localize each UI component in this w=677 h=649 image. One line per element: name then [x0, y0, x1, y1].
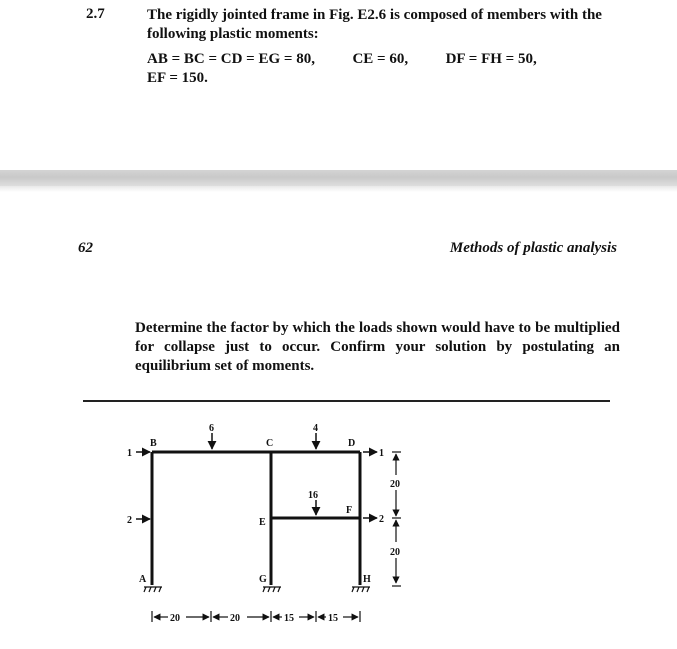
moments-group-b: CE = 60,: [352, 51, 409, 67]
hdim-1-label: 20: [170, 613, 180, 624]
load-label-4: 4: [313, 423, 318, 434]
problem-intro-line2: following plastic moments:: [147, 26, 319, 42]
hdim-4-label: 15: [328, 613, 338, 624]
load-label-16: 16: [308, 490, 318, 501]
running-head: Methods of plastic analysis: [449, 240, 617, 256]
hdim-2-label: 20: [230, 613, 240, 624]
joint-label-E: E: [259, 517, 266, 528]
moments-group-c: DF = FH = 50,: [445, 51, 537, 67]
load-label-F-side: 2: [379, 514, 384, 525]
vdim-upper-label: 20: [390, 479, 400, 490]
joint-label-H: H: [363, 574, 371, 585]
problem-intro-line1: The rigidly jointed frame in Fig. E2.6 is composed of members with the: [147, 7, 602, 23]
page-number: 62: [78, 240, 93, 256]
joint-label-G: G: [259, 574, 267, 585]
joint-label-A: A: [139, 574, 147, 585]
load-label-6: 6: [209, 423, 214, 434]
task-statement: Determine the factor by which the loads shown would have to be multiplied for collapse just to occur. Confirm your solution by postulating an equilibrium set of moments.: [135, 320, 620, 374]
problem-number: 2.7: [86, 6, 105, 22]
load-label-left-mid: 2: [127, 515, 132, 526]
joint-label-B: B: [150, 438, 157, 449]
moments-group-a: AB = BC = CD = EG = 80,: [147, 51, 315, 67]
vdim-lower-label: 20: [390, 547, 400, 558]
joint-label-D: D: [348, 438, 356, 449]
joint-label-F: F: [346, 505, 353, 516]
load-label-D-side: 1: [379, 448, 384, 459]
hdim-3-label: 15: [284, 613, 294, 624]
moments-group-d: EF = 150.: [147, 70, 208, 86]
load-label-B-side: 1: [127, 448, 132, 459]
joint-label-C: C: [266, 438, 274, 449]
